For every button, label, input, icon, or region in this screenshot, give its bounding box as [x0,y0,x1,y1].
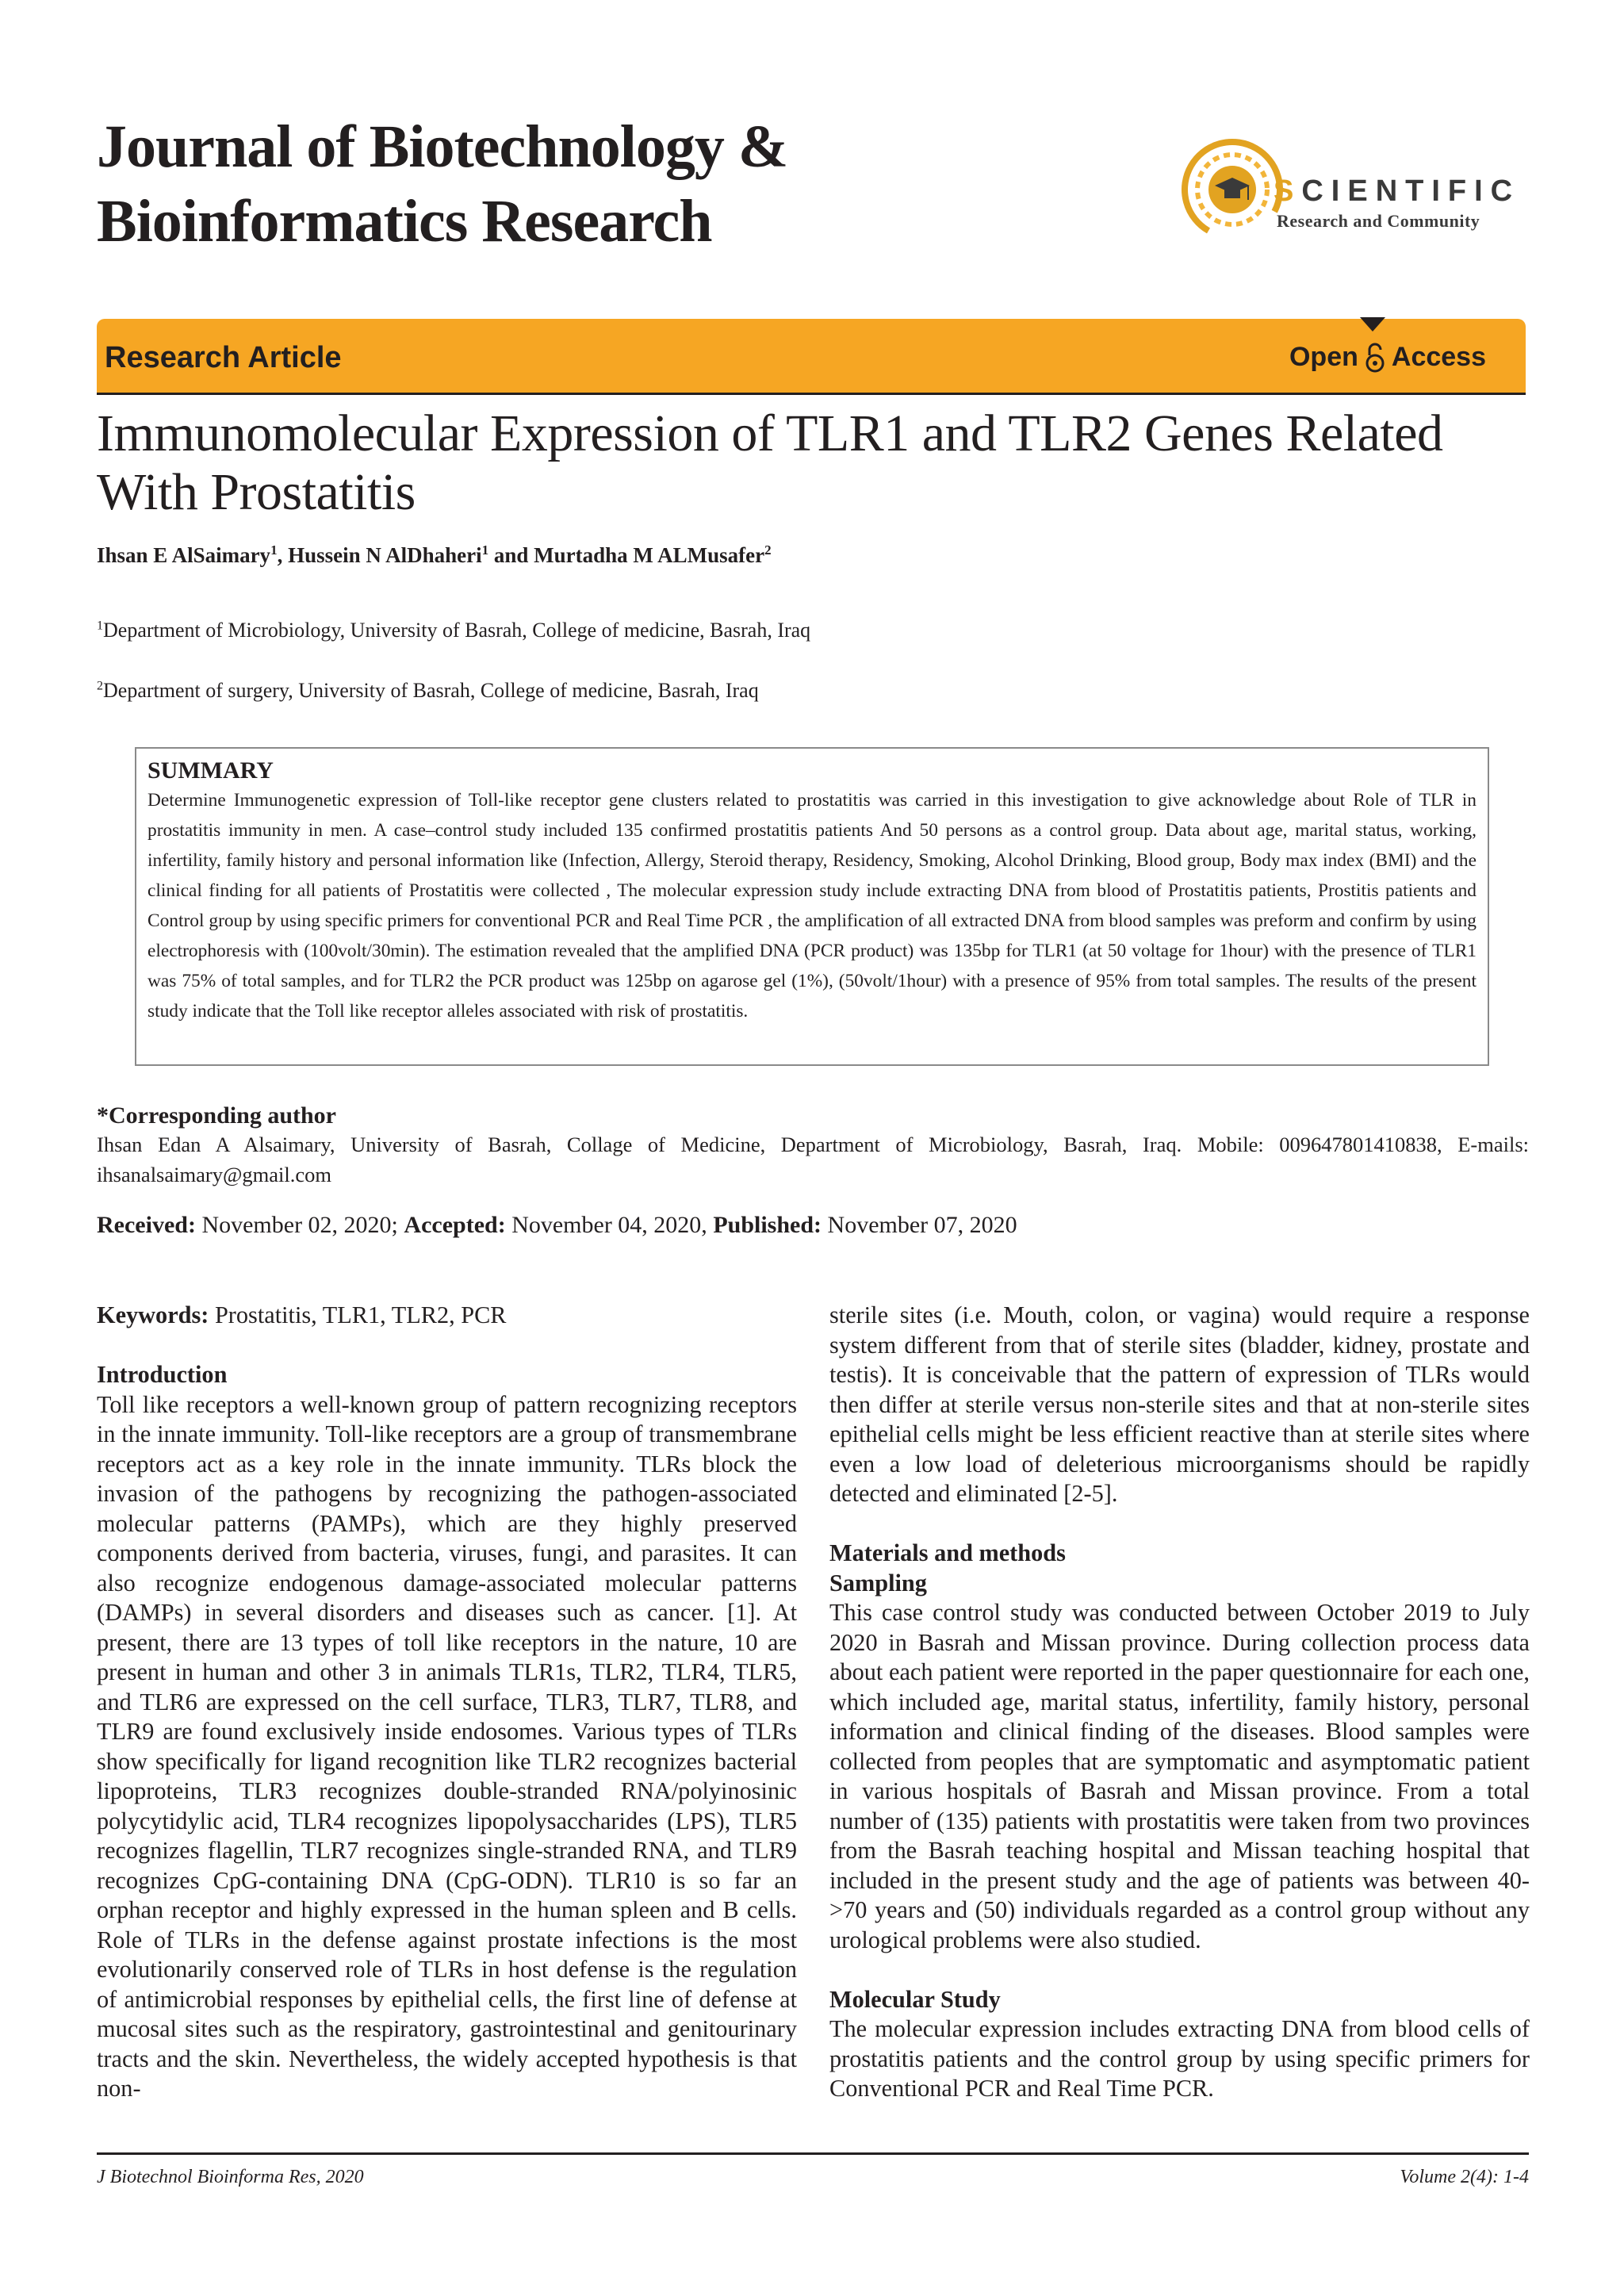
affiliation-2 [97,679,759,703]
journal-title [97,109,787,259]
author-3: and Murtadha M ALMusafer [488,543,765,567]
bar-notch-icon [1360,317,1385,332]
right-column [829,1301,1530,2104]
author-1: Ihsan E AlSaimary [97,543,271,567]
logo-emblem-icon [1180,130,1283,249]
affiliation-2-text: Department of surgery, University of Basrah, College of medicine, Basrah, Iraq [103,679,759,702]
molecular-study-heading: Molecular Study [829,1985,1001,2013]
journal-title-line2: Bioinformatics Research [97,188,712,255]
received-date: November 02, 2020; [195,1212,404,1238]
footer-volume: Volume 2(4): 1-4 [1400,2167,1529,2187]
introduction-continued: sterile sites (i.e. Mouth, colon, or vagina) would require a response system different from that of sterile sites (bladder, kidney, prostate and testis). It is conceivable that the pattern of expression of TLRs would then differ at sterile versus non-sterile sites and that at non-sterile sites epithelial cells might be less efficient reactive than at sterile sites where even a low load of deleterious microorganisms should be rapidly detected and eliminated [2-5]. [829,1301,1530,1507]
affiliation-2-sup: 2 [97,679,103,693]
journal-title-line1: Journal of Biotechnology & [97,113,788,180]
open-lock-icon [1363,341,1387,373]
introduction-text: Toll like receptors a well-known group of pattern recognizing receptors in the innate immunity. Toll-like receptors are a group of transmembrane receptors act as a key role in the innate immunity. TLRs block the invasion of the pathogens by recognizing the pathogen-associated molecular patterns (PAMPs), which are they highly preserved components derived from bacteria, viruses, fungi, and parasites. It can also recognize endogenous damage-associated molecular patterns (DAMPs) in several disorders and diseases such as cancer. [1]. At present, there are 13 types of toll like receptors in the nature, 10 are present in human and other 3 in animals TLR1s, TLR2, TLR4, TLR5, and TLR6 are expressed on the cell surface, TLR3, TLR7, TLR8, and TLR9 are found exclusively inside endosomes. Various types of TLRs show specifically for ligand recognition like TLR2 recognizes bacterial lipoproteins, TLR3 recognizes double-stranded RNA/polyinosinic polycytidylic acid, TLR4 recognizes lipopolysaccharides (LPS), TLR5 recognizes flagellin, TLR7 recognizes single-stranded RNA, and TLR9 recognizes CpG-containing DNA (CpG-ODN). TLR10 is so far an orphan receptor and highly expressed in the human spleen and B cells. Role of TLRs in the defense against prostate infections is the most evolutionarily conserved role of TLRs in host defense is the regulation of antimicrobial responses by epithelial cells, the first line of defense at mucosal sites such as the respiratory, gastrointestinal and genitourinary tracts and the skin. Nevertheless, the widely accepted hypothesis is that non- [97,1390,797,2102]
corresponding-author-heading: *Corresponding author [97,1102,336,1129]
published-date: November 07, 2020 [822,1212,1017,1238]
access-label: Access [1391,341,1486,372]
author-1-affil: 1 [270,542,278,558]
author-2: , Hussein N AlDhaheri [277,543,482,567]
publication-dates [97,1212,1017,1239]
affiliation-1 [97,619,810,642]
author-list [97,542,772,568]
keywords-text: Prostatitis, TLR1, TLR2, PCR [209,1301,507,1328]
keywords-label: Keywords: [97,1301,209,1328]
sampling-heading: Sampling [829,1569,927,1596]
summary-text: Determine Immunogenetic expression of Toll-like receptor gene clusters related to prostatitis was carried in this investigation to give acknowledge about Role of TLR in prostatitis immunity in men. A case–control study included 135 confirmed prostatitis patients And 50 persons as a control group. Data about age, marital status, working, infertility, family history and personal information like (Infection, Allergy, Steroid therapy, Residency, Smoking, Alcohol Drinking, Blood group, Body max index (BMI) and the clinical finding for all patients of Prostatitis were collected , The molecular expression study include extracting DNA from blood of Prostatitis patients, Prostitis patients and Control group by using specific primers for conventional PCR and Real Time PCR , the amplification of all extracted DNA from blood samples was preform and confirm by using electrophoresis with (100volt/30min). The estimation revealed that the amplified DNA (PCR product) was 135bp for TLR1 (at 50 voltage for 1hour) with the presence of TLR1 was 75% of total samples, and for TLR2 the PCR product was 125bp on agarose gel (1%), (50volt/1hour) with a presence of 95% from total samples. The results of the present study indicate that the Toll like receptor alleles associated with risk of prostatitis. [147,790,1477,1022]
molecular-study-text: The molecular expression includes extracting DNA from blood cells of prostatitis patients and the control group by using specific primers for Conventional PCR and Real Time PCR. [829,2015,1530,2102]
author-2-affil: 1 [481,542,489,558]
footer-divider [97,2152,1529,2155]
article-type-bar [97,319,1526,395]
open-label: Open [1289,341,1358,372]
left-column [97,1301,797,2104]
article-type: Research Article [105,341,342,374]
logo-wordmark: SCIENTIFIC [1274,174,1521,208]
published-label: Published: [713,1212,822,1238]
summary-box [135,747,1489,1066]
author-3-affil: 2 [764,542,772,558]
accepted-date: November 04, 2020, [505,1212,714,1238]
logo-subtitle: Research and Community [1277,211,1480,231]
sampling-text: This case control study was conducted between October 2019 to July 2020 in Basrah and Missan province. During collection process data about each patient were reported in the paper questionnaire for each one, which included age, marital status, infertility, family history, personal information and clinical finding of the diseases. Blood samples were collected from peoples that are symptomatic and asymptomatic patient in various hospitals of Basrah and Missan province. From a total number of (135) patients with prostatitis were taken from two provinces from the Basrah teaching hospital and Missan teaching hospital that included in the present study and the age of patients was between 40->70 years and (50) individuals regarded as a control group without any urological problems were also studied. [829,1599,1530,1953]
paper-title: Immunomolecular Expression of TLR1 and TLR2 Genes Related With Prostatitis [97,404,1443,521]
keywords [97,1301,797,1331]
affiliation-1-text: Department of Microbiology, University of Basrah, College of medicine, Basrah, Iraq [103,619,811,642]
accepted-label: Accepted: [404,1212,506,1238]
corresponding-author-text: Ihsan Edan A Alsaimary, University of Basrah, Collage of Medicine, Department of Microbiology, Basrah, Iraq. Mobile: 009647801410838, E-mails: ihsanalsaimary@gmail.com [97,1133,1529,1186]
methods-heading: Materials and methods [829,1539,1066,1566]
received-label: Received: [97,1212,196,1238]
publisher-logo [1180,130,1529,249]
footer-citation: J Biotechnol Bioinforma Res, 2020 [97,2167,364,2187]
summary-heading: SUMMARY [147,757,274,784]
affiliation-1-sup: 1 [97,619,103,633]
introduction-heading: Introduction [97,1361,228,1388]
open-access-badge [1289,341,1486,373]
